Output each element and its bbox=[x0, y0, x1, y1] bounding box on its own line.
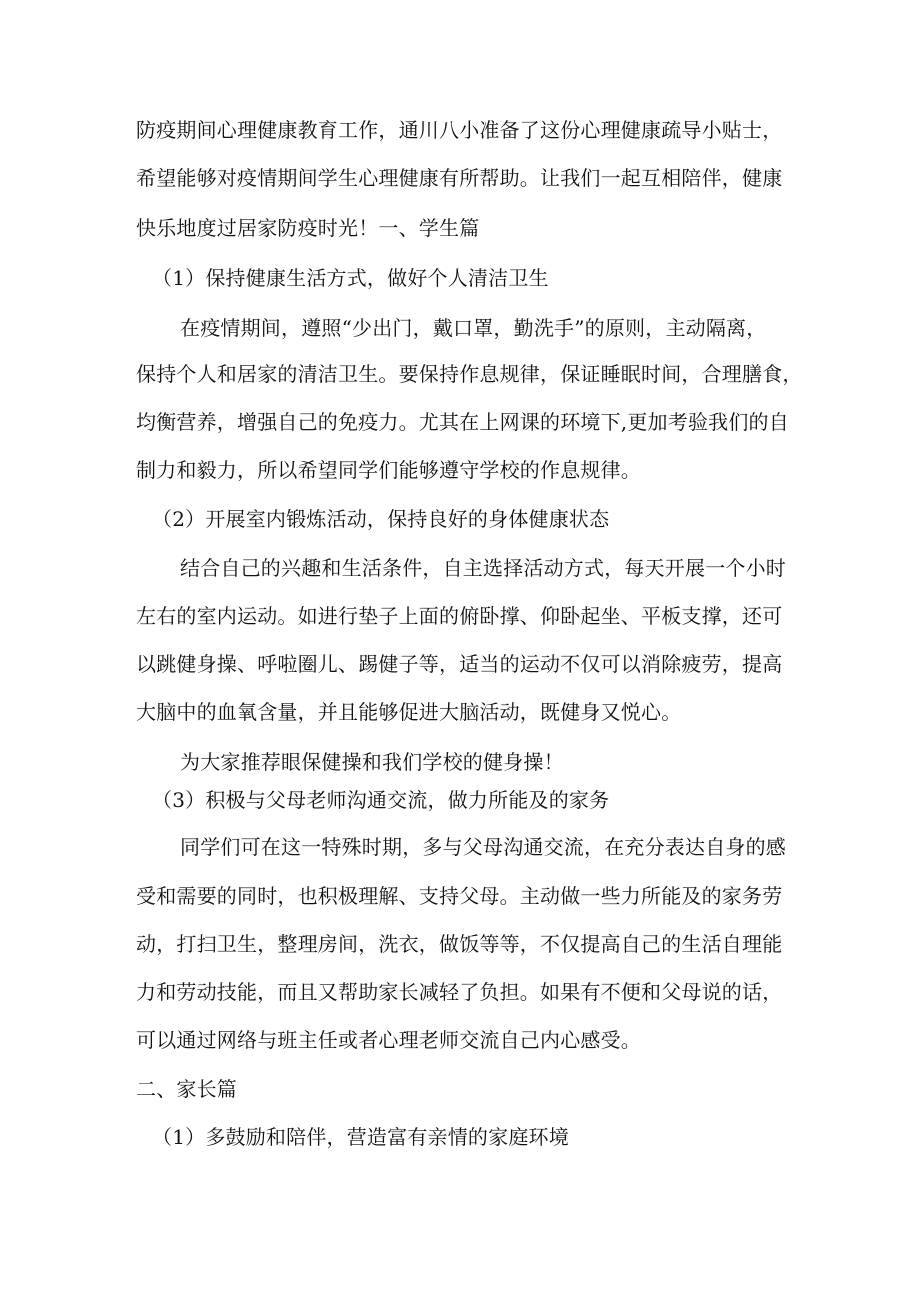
intro-line-1: 防疫期间心理健康教育工作，通川八小准备了这份心理健康疏导小贴士， bbox=[136, 118, 783, 142]
student-item3-line-4: 力和劳动技能，而且又帮助家长减轻了负担。如果有不便和父母说的话， bbox=[136, 980, 783, 1004]
student-item1-line-1: 在疫情期间，遵照“少出门，戴口罩，勤洗手”的原则，主动隔离， bbox=[180, 316, 767, 340]
student-item1-line-2: 保持个人和居家的清洁卫生。要保持作息规律，保证睡眠时间，合理膳食， bbox=[136, 362, 803, 386]
student-item2-heading: （2）开展室内锻炼活动，保持良好的身体健康状态 bbox=[152, 507, 610, 531]
student-item3-line-5: 可以通过网络与班主任或者心理老师交流自己内心感受。 bbox=[136, 1028, 641, 1052]
student-item3-line-3: 动，打扫卫生，整理房间，洗衣，做饭等等，不仅提高自己的生活自理能 bbox=[136, 932, 783, 956]
student-item2-line-4: 大脑中的血氧含量，并且能够促进大脑活动，既健身又悦心。 bbox=[136, 700, 682, 724]
intro-line-2: 希望能够对疫情期间学生心理健康有所帮助。让我们一起互相陪伴，健康 bbox=[136, 166, 783, 190]
student-item3-line-1: 同学们可在这一特殊时期，多与父母沟通交流，在充分表达自身的感 bbox=[180, 835, 786, 859]
intro-line-3: 快乐地度过居家防疫时光！一、学生篇 bbox=[136, 216, 480, 240]
student-item3-heading: （3）积极与父母老师沟通交流，做力所能及的家务 bbox=[152, 788, 610, 812]
student-item1-line-3: 均衡营养，增强自己的免疫力。尤其在上网课的环境下,更加考验我们的自 bbox=[136, 410, 789, 434]
student-item1-heading: （1）保持健康生活方式，做好个人清洁卫生 bbox=[152, 266, 549, 290]
student-item2-line-1: 结合自己的兴趣和生活条件，自主选择活动方式，每天开展一个小时 bbox=[180, 556, 786, 580]
student-item2-line-2: 左右的室内运动。如进行垫子上面的俯卧撑、仰卧起坐、平板支撑，还可 bbox=[136, 604, 783, 628]
parent-section-title: 二、家长篇 bbox=[136, 1077, 237, 1101]
student-item2-line-3: 以跳健身操、呼啦圈儿、踢健子等，适当的运动不仅可以消除疲劳，提高 bbox=[136, 652, 783, 676]
student-item1-line-4: 制力和毅力，所以希望同学们能够遵守学校的作息规律。 bbox=[136, 458, 641, 482]
parent-item1-heading: （1）多鼓励和陪伴，营造富有亲情的家庭环境 bbox=[152, 1125, 569, 1149]
student-item3-line-2: 受和需要的同时，也积极理解、支持父母。主动做一些力所能及的家务劳 bbox=[136, 884, 783, 908]
student-item2-recommendation: 为大家推荐眼保健操和我们学校的健身操！ bbox=[180, 750, 564, 774]
